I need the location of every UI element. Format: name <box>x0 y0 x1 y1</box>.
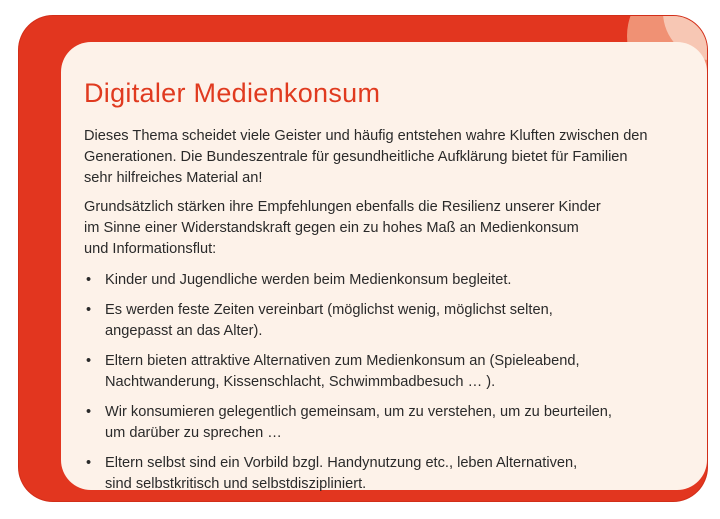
card-title: Digitaler Medienkonsum <box>84 78 381 108</box>
text-line: angepasst an das Alter). <box>105 323 263 339</box>
text-line: Kinder und Jugendliche werden beim Medienkonsum begleitet. <box>105 272 512 288</box>
bullet-icon: • <box>86 353 92 369</box>
text-line: Eltern bieten attraktive Alternativen zum Medienkonsum an (Spieleabend, <box>105 353 580 369</box>
list-item <box>84 351 687 393</box>
bullet-icon: • <box>86 404 92 420</box>
bullet-icon: • <box>86 302 92 318</box>
list-item <box>84 270 687 291</box>
card-frame <box>19 16 707 501</box>
text-line: sehr hilfreiches Material an! <box>84 170 263 186</box>
text-line: und Informationsflut: <box>84 241 217 257</box>
recommendation-list <box>84 270 687 495</box>
text-line: Grundsätzlich stärken ihre Empfehlungen ebenfalls die Resilienz unserer Kinder <box>84 199 601 215</box>
list-item <box>84 453 687 495</box>
text-line: Dieses Thema scheidet viele Geister und häufig entstehen wahre Kluften zwischen den <box>84 128 648 144</box>
card-content <box>61 42 707 490</box>
recommendation-paragraph <box>84 197 687 260</box>
text-line: sind selbstkritisch und selbstdiszipliniert. <box>105 476 367 492</box>
text-line: Es werden feste Zeiten vereinbart (möglichst wenig, möglichst selten, <box>105 302 553 318</box>
list-item <box>84 402 687 444</box>
text-line: Nachtwanderung, Kissenschlacht, Schwimmbadbesuch … ). <box>105 374 496 390</box>
text-line: Eltern selbst sind ein Vorbild bzgl. Handynutzung etc., leben Alternativen, <box>105 455 578 471</box>
text-line: Wir konsumieren gelegentlich gemeinsam, um zu verstehen, um zu beurteilen, <box>105 404 612 420</box>
text-line: im Sinne einer Widerstandskraft gegen ein zu hohes Maß an Medienkonsum <box>84 220 579 236</box>
bullet-icon: • <box>86 272 92 288</box>
list-item <box>84 300 687 342</box>
text-line: Generationen. Die Bundeszentrale für gesundheitliche Aufklärung bietet für Familien <box>84 149 628 165</box>
text-line: um darüber zu sprechen … <box>105 425 282 441</box>
intro-paragraph <box>84 126 687 189</box>
bullet-icon: • <box>86 455 92 471</box>
